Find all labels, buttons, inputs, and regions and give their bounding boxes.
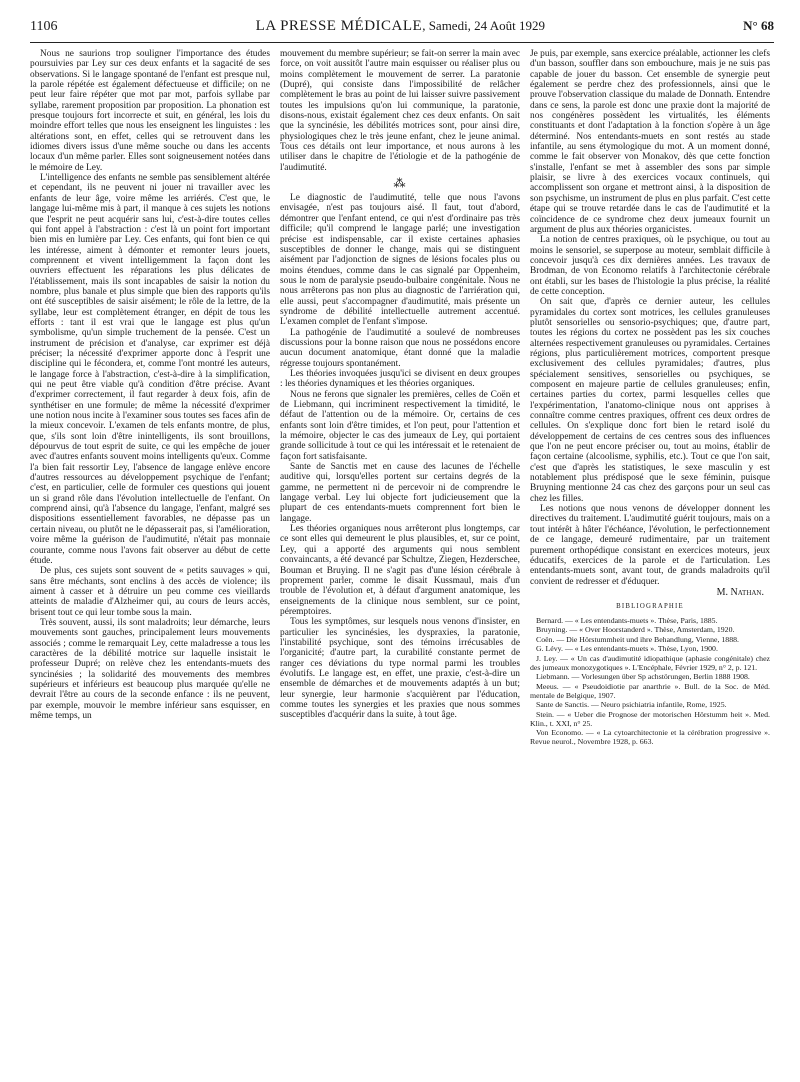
paragraph: Nous ne saurions trop souligner l'importance des études poursuivies par Ley sur ces deux enfants et la sagacité de ses observations. Si le langage spontané de l'enfant est presque nul, la parole répétée est également défectueuse et difficile; on ne peut leur faire répéter que mot par mot, parfois syllabe par syllabe, rarement proposition par proposition. La phonation est presque toujours fort incorrecte et suit, en général, les lois du moindre effort telles que nous les enseignent les linguistes : les altérations sont, en effet, celles qui se retrouvent dans les idiomes divers issus d'une même souche ou dans les accents locaux d'un même parler. Elles sont soigneusement notées dans le mémoire de Ley. [30,49,270,173]
paragraph: mouvement du membre supérieur; se fait-on serrer la main avec force, on voit aussitôt l'autre main esquisser ou réaliser plus ou moins complètement le mouvement de serrer. La paratonie (Dupré), qui consiste dans l'impossibilité de relâcher complètement le bras au point de lui laisser suivre passivement toutes les impulsions qu'on lui communique, la paratonie, disons-nous, existait également chez ces deux enfants. On sait que la syncinésie, les débilités motrices sont, pour ainsi dire, physiologiques chez le très jeune enfant, chez le jeune animal. Tous ces détails ont leur importance, et nous aurons à les utiliser dans le chapitre de l'étiologie et de la pathogénie de l'audimutité. [280,49,520,173]
header-rule [30,42,774,43]
text-columns [30,49,774,1079]
paragraph: Les notions que nous venons de développer donnent les directives du traitement. L'audimutité guérit toujours, mais on a tout intérêt à hâter l'échéance, l'évolution, le perfectionnement de ce langage, demeuré rudimentaire, par un traitement purement orthopédique consistant en exercices moteurs, jeux éducatifs, exercices de la parole et de l'articulation. Les entendants-muets sont, avant tout, de grands maladroits qu'il convient de redresser et d'éduquer. [530,504,770,587]
page-number: 1106 [30,19,58,34]
paragraph: Sante de Sanctis met en cause des lacunes de l'échelle auditive qui, lorsqu'elles portent sur certains degrés de la gamme, ne permettent ni de percevoir ni de comprendre le langage verbal. Ley lui objecte fort judicieusement que la plupart de ces entendants-muets comprennent fort bien le langage. [280,462,520,524]
issue-number: N° 68 [743,18,774,33]
journal-title: LA PRESSE MÉDICALE [255,18,423,34]
bibliography-entry: G. Lévy. — « Les entendants-muets ». Thèse, Lyon, 1900. [536,644,718,654]
bibliography-entry: Coën. — Die Hörstummheit und ihre Behandlung, Vienne, 1888. [536,634,739,644]
bibliography-entry: Meeus. — « Pseudoidiotie par anarthrie ». Bull. de la Soc. de Méd. mentale de Belgique, 1907. [530,681,770,700]
bibliography-entry: Bruyning. — « Over Hoorstanderd ». Thèse, Amsterdam, 1920. [536,625,735,635]
paragraph: Tous les symptômes, sur lesquels nous venons d'insister, en particulier les syncinésies, les dyspraxies, la paratonie, l'instabilité psychique, sont des témoins irrécusables de l'organicité; d'autre part, la curabilité constante permet de ranger ces déviations du type normal parmi les troubles évolutifs. Le langage est, en effet, une praxie, c'est-à-dire un ensemble de démarches et de mouvements adaptés à un but; leur synergie, leur harmonie s'acquièrent par l'éducation, comme toutes les synergies et les praxies que nous sommes susceptibles d'acquérir dans la suite, à tout âge. [280,617,520,721]
column-3 [530,49,770,1079]
paragraph: De plus, ces sujets sont souvent de « petits sauvages » qui, sans être méchants, sont enclins à des accès de violence; ils aiment à casser et à détruire un peu comme ces vieillards atteints de maladie d'Alzheimer qui, au cours de leurs accès, brisent tout ce qui leur tombe sous la main. [30,566,270,618]
paragraph: La pathogénie de l'audimutité a soulevé de nombreuses discussions pour la bonne raison que nous ne possédons encore aucun document anatomique, étant donné que la maladie régresse toujours spontanément. [280,327,520,369]
bibliography-entry: Liebmann. — Vorlesungen über Sp achstörungen, Berlin 1888 1908. [536,672,750,682]
paragraph: Les théories invoquées jusqu'ici se divisent en deux groupes : les théories dynamiques et les théories organiques. [280,368,520,390]
paragraph: On sait que, d'après ce dernier auteur, les cellules pyramidales du cortex sont motrices, les cellules granuleuses plutôt sensorielles ou sensorio-psychiques; que, d'autre part, toutes les régions du cortex ne possèdent pas les six couches alternées respectivement granuleuses ou pyramidales. Certaines régions, plus particulièrement motrices, comportent presque exclusivement des cellules pyramidales; d'autres, plus spécialement sensitives, sensorielles ou psychiques, se composent en majeure partie de cellules granuleuses; enfin, certaines parties du cortex, parmi lesquelles celles que l'expérimentation, l'anatomo-clinique nous ont apprises à connaître comme centres praxiques, offrent ces deux ordres de cellules. On s'explique donc fort bien le retard isolé du développement de certains de ces centres sous des influences que l'on ne peut encore préciser ou, tout au moins, établir de façon certaine (alcoolisme, syphilis, etc.). Tout ce que l'on sait, c'est que d'après les statistiques, le sexe masculin y est notablement plus prédisposé que le sexe féminin, puisque Bruyning mentionne 24 cas chez des garçons pour un seul cas chez les filles. [530,297,770,504]
section-separator-asterism: ⁂ [393,176,407,191]
paragraph: Très souvent, aussi, ils sont maladroits; leur démarche, leurs mouvements sont gauches, principalement leurs mouvements associés ; comme le remarquait Ley, cette maladresse a tous les caractères de la débilité motrice sur laquelle insistait le professeur Dupré; on relève chez les entendants-muets des syncinésies ; la solidarité des mouvements des membres supérieurs et inférieurs est beaucoup plus marquée qu'elle ne devrait l'être au cours de la seconde enfance : ils ne peuvent, par exemple, mouvoir le membre inférieur sans esquisser, en même temps, un [30,617,270,721]
bibliography-entry: Sante de Sanctis. — Neuro psichiatria infantile, Rome, 1925. [536,700,727,710]
paragraph: La notion de centres praxiques, où le psychique, ou tout au moins le sensoriel, se superpose au moteur, semblait difficile à concevoir jusqu'à ces dix dernières années. Les travaux de Brodman, de von Economo relatifs à l'architectonie cérébrale ont établi, sur les bases de l'histologie la plus précise, la réalité de cette conception. [530,235,770,297]
paragraph: Le diagnostic de l'audimutité, telle que nous l'avons envisagée, n'est pas toujours aisé. Il faut, tout d'abord, démontrer que l'enfant entend, ce qui n'est d'ordinaire pas très difficile; qu'il comprend le langage parlé; une investigation précise est indispensable, car il existe certaines aphasies susceptibles de donner le change, mais qui se distinguent aisément par l'adjonction de signes de lésions focales plus ou moins étendues, comme dans le cas signalé par Oppenheim, sous le nom de paralysie pseudo-bulbaire congénitale. Nous ne nous arrêterons pas non plus au diagnostic de l'arriération qui, elle aussi, peut s'accompagner d'audimutité, mais présente un syndrome de débilité intellectuelle autrement accentué. L'examen complet de l'enfant s'impose. [280,193,520,328]
paragraph: Nous ne ferons que signaler les premières, celles de Coën et de Liebmann, qui incriminent respectivement la timidité, le défaut de l'attention ou de la mémoire. Or, certains de ces enfants sont loin d'être timides, et l'on peut, pour l'attention et la mémoire, objecter le cas des jumeaux de Ley, qui portaient grande sollicitude à tout ce qui les intéressait et le retenaient de façon fort satisfaisante. [280,389,520,462]
bibliography-entry: Stein. — « Ueber die Prognose der motorischen Hörstumm heit ». Med. Klin., t. XXI, n° 25. [530,709,770,728]
author-signature: M. Nathan. [716,586,764,598]
paragraph: L'intelligence des enfants ne semble pas sensiblement altérée et cependant, ils ne peuvent ni jouer ni travailler avec les enfants de leur âge, voire même les arriérés. C'est que, le langage lui-même mis à part, il manque à ces sujets les notions que l'esprit ne peut acquérir sans lui, c'est-à-dire toutes celles qui font appel à l'abstraction : c'est là un point fort important bien mis en lumière par Ley. Ces enfants, qui font bien ce qui les intéresse, aiment à démonter et remonter leurs jouets, comprennent et vivent intelligemment la façon dont les ouvriers effectuent les réparations les plus délicates de l'établissement, mais ils sont incapables de saisir la notion du nombre, plus banale et plus simple que bien des rapports qu'ils ont été susceptibles de saisir aisément; le rôle de la lettre, de la syllabe, leur est complètement étranger, en dépit de tous les efforts : tant il est vrai que le langage est plus qu'un symbolisme, qu'un simple truchement de la pensée. C'est un instrument de précision et d'analyse, car exprimer est déjà préciser; la nécessité d'exprimer apporte donc à l'esprit une discipline qui le fécondera, et, comme l'ont montré les auteurs, le langage force à l'abstraction, c'est-à-dire à la simplification, qui ne peut être viable qu'à condition d'être précise. Avant d'exprimer correctement, il faut regarder à deux fois, afin de synthétiser en une formule; de même la nécessité d'exprimer une notion nous incite à l'examiner sous toutes ses faces afin de la mieux concevoir. L'examen de tels enfants montre, de plus, que, s'ils sont loin d'être inintelligents, ils sont brouillons, dépourvus de tout esprit de suite, ce qui les empêche de jouer avec d'autres enfants souvent moins intelligents qu'eux. Comme l'a bien fait ressortir Ley, l'absence de langage enlève encore d'autres ressources au développement psychique de l'enfant; c'est, en particulier, celle de formuler ces questions qui jouent un si grand rôle dans l'évolution intellectuelle de l'enfant. On comprend ainsi, qu'à l'absence du langage, l'enfant, malgré ses dispositions essentiellement favorables, ne dépasse pas un certain niveau, ou plutôt ne le dépasserait pas, si l'amélioration, voire même la guérison de l'audimutité, n'était pas monnaie courante, comme nous l'avons fait observer au début de cette étude. [30,173,270,566]
bibliography-heading: BIBLIOGRAPHIE [616,603,684,611]
bibliography-list [530,616,770,747]
issue-date: , Samedi, 24 Août 1929 [422,18,545,33]
bibliography-entry: Von Economo. — « La cytoarchitectonie et la cérébration progressive ». Revue neurol., Novembre 1928, p. 663. [530,728,770,747]
column-1 [30,49,270,1079]
bibliography-entry: J. Ley. — « Un cas d'audimutité idiopathique (aphasie congénitale) chez des jumeaux monozygotiques ». L'Encéphale, Février 1929, n° 2, p. 121. [530,653,770,672]
bibliography-entry: Bernard. — « Les entendants-muets ». Thèse, Paris, 1885. [536,615,718,625]
journal-title-line [256,18,545,35]
column-2 [280,49,520,1079]
page-header [30,18,774,38]
paragraph: Les théories organiques nous arrêteront plus longtemps, car ce sont elles qui demeurent le plus plausibles, et, sur ce point, Ley, qui a apporté des arguments qui nous semblent convaincants, a été devancé par Schultze, Ziegen, Hezderschee, Bouman et Bruying. Il ne s'agit pas d'une lésion cérébrale à proprement parler, comme le disait Kussmaul, mais d'un trouble de l'évolution et, à défaut d'argument anatomique, les enseignements de la clinique nous semblent, sur ce point, péremptoires. [280,524,520,617]
paragraph: Je puis, par exemple, sans exercice préalable, actionner les clefs d'un basson, souffler dans son embouchure, mais je ne suis pas capable de jouer du basson. Cet ensemble de synergie peut également se perdre chez des professionnels, ainsi que le prouve l'observation classique du malade de Donnath. Entendre dans ce sens, la parole est donc une praxie dont la majorité de nos congénères possèdent les virtualités, les éléments constituants et dont l'adaptation à la fonction s'opère à un âge déterminé. Nos entendants-muets en sont restés au stade infantile, au sens étymologique du mot. A un moment donné, comme le fait observer von Monakov, dès que cette fonction s'installe, l'enfant se met à assembler des sons par simple plaisir, se livre à des exercices vocaux continuels, qui accomplissent son organe et mettront ainsi, à la disposition de son psychisme, un instrument de plus en plus parfait. C'est cette étape qui se trouve retardée dans le cas de l'audimutité et la coïncidence de ce syndrome chez deux jumeaux fournit un argument de plus aux théories organicistes. [530,49,770,235]
